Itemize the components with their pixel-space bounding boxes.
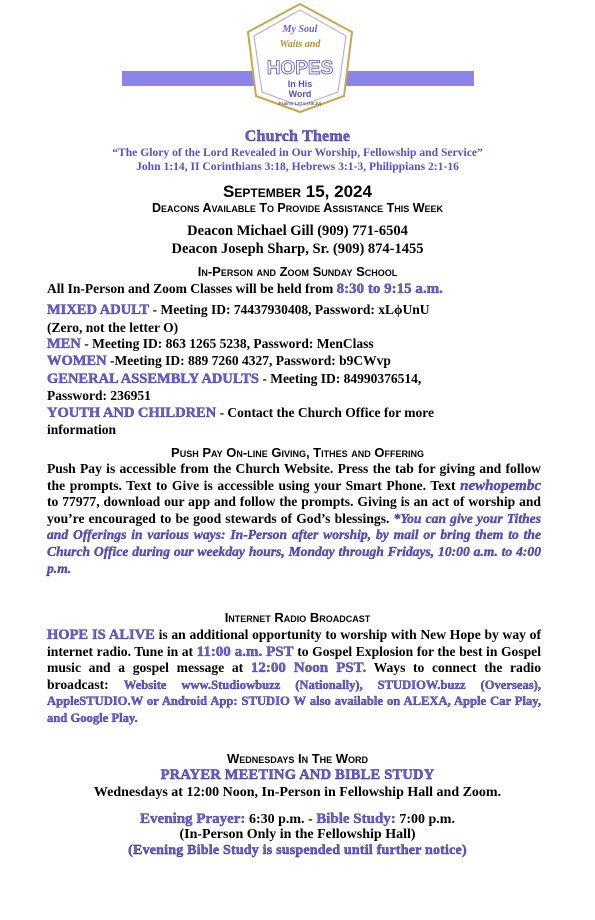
deacon-2: Deacon Joseph Sharp, Sr. (909) 874-1455: [171, 241, 424, 257]
bible-study-time: 7:00 p.m.: [395, 812, 455, 827]
radio-hope: HOPE IS ALIVE: [47, 627, 155, 643]
radio-t2: to Gospel Explosion for the best in Gospel music and a gospel message at: [47, 643, 541, 676]
giving-p1: Push Pay is accessible from the Church Website. Press the tab for giving and follow the prompts. Text to Give is accessible using your Smart Phone. Text: [47, 461, 541, 493]
logo-line6: Psalms 130:5 (NKJV): [278, 101, 322, 106]
evening-schedule: [0, 811, 595, 828]
youth-text: - Contact the Church Office for more: [216, 405, 435, 420]
radio-header: Internet Radio Broadcast: [224, 610, 371, 625]
ss-intro: [47, 281, 552, 298]
evening-prayer-label: Evening Prayer:: [140, 811, 246, 827]
mixed-adult-text: - Meeting ID: 74437930408, Password: xLϕUnU: [149, 302, 430, 317]
radio-t3: Ways to connect the radio broadcast:: [47, 660, 541, 692]
women-text: -Meeting ID: 889 7260 4327, Password: b9CWvp: [106, 353, 391, 368]
sunday-school-header: In-Person and Zoom Sunday School: [197, 264, 398, 279]
giving-keyword: newhopembc: [460, 477, 541, 494]
ss-time: 8:30 to 9:15 a.m.: [336, 281, 443, 297]
logo-line4: In His: [287, 79, 313, 89]
church-logo: [240, 2, 360, 114]
giving-p2: to 77977, download our app and follow the prompts. Giving is an act of worship and you’re encouraged to be good stewards of God’s blessings.: [47, 494, 541, 526]
deacon-1: Deacon Michael Gill (909) 771-6504: [187, 223, 408, 239]
men-line: [47, 336, 552, 353]
mixed-adult-line: [47, 302, 552, 319]
ga-password: Password: 236951: [47, 388, 151, 403]
youth-line: [47, 405, 552, 422]
logo-line3: HOPES: [266, 58, 334, 79]
wednesday-sub: PRAYER MEETING AND BIBLE STUDY: [160, 767, 435, 783]
youth-text-2: information: [47, 422, 116, 437]
mixed-adult-tag: MIXED ADULT: [47, 302, 150, 318]
ga-line: [47, 371, 552, 388]
ga-text: - Meeting ID: 84990376514,: [258, 371, 422, 386]
women-line: [47, 353, 552, 370]
ga-tag: GENERAL ASSEMBLY ADULTS: [47, 371, 259, 387]
wednesday-note1: (In-Person Only in the Fellowship Hall): [179, 827, 416, 842]
radio-time1: 11:00 a.m. PST: [196, 643, 294, 660]
logo-line1: My Soul: [282, 24, 318, 35]
radio-t1: is an additional opportunity to worship with New Hope by way of internet radio. Tune in at: [47, 627, 541, 659]
radio-t4: Website www.Studiowbuzz (Nationally), STUDIOW.buzz (Overseas), AppleSTUDIO.W or Android App: STUDIO W also available on ALEXA, Apple Car Play, and Google Play.: [47, 677, 541, 725]
theme-quote: “The Glory of the Lord Revealed in Our Worship, Fellowship and Service”: [112, 146, 483, 159]
theme-refs: John 1:14, II Corinthians 3:18, Hebrews 3:1-3, Philippians 2:1-16: [136, 160, 459, 173]
radio-paragraph: [47, 627, 541, 727]
service-date: September 15, 2024: [223, 182, 372, 201]
men-text: - Meeting ID: 863 1265 5238, Password: MenClass: [80, 336, 374, 351]
giving-p3: *You can give your Tithes and Offerings in various ways: In-Person after worship, by mail or bring them to the Church Office during our weekday hours, Monday through Fridays, 10:00 a.m. to 4:00 p.m.: [47, 510, 541, 576]
logo-line5: Word: [288, 89, 312, 99]
mixed-adult-note: (Zero, not the letter O): [47, 320, 179, 335]
wednesday-header: Wednesdays In The Word: [226, 751, 369, 766]
deacons-header: Deacons Available To Provide Assistance This Week: [151, 201, 444, 215]
ss-intro-text: All In-Person and Zoom Classes will be held from: [47, 281, 337, 296]
youth-tag: YOUTH AND CHILDREN: [47, 405, 217, 421]
men-tag: MEN: [47, 336, 81, 352]
giving-paragraph: [47, 461, 541, 577]
bible-study-label: Bible Study:: [316, 811, 396, 827]
logo-line2: Waits and: [279, 39, 321, 50]
wednesday-note2: (Evening Bible Study is suspended until further notice): [128, 843, 467, 858]
evening-prayer-time: 6:30 p.m. -: [245, 812, 317, 827]
radio-time2: 12:00 Noon PST.: [250, 660, 367, 677]
women-tag: WOMEN: [47, 353, 107, 369]
theme-title: Church Theme: [244, 128, 351, 145]
giving-header: Push Pay On-line Giving, Tithes and Offering: [171, 445, 424, 460]
wednesday-line: Wednesdays at 12:00 Noon, In-Person in Fellowship Hall and Zoom.: [93, 785, 502, 800]
